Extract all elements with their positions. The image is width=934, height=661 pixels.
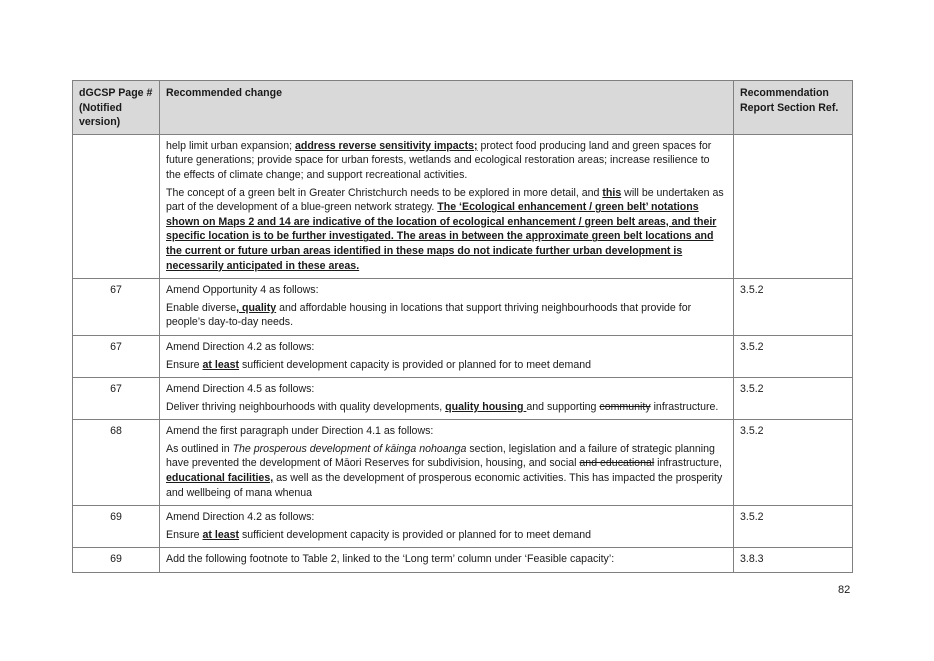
ref-cell: 3.5.2 (734, 506, 853, 548)
inserted-text: The ‘Ecological enhancement / green belt’ notations shown on Maps 2 and 14 are indicative of the location of ecological enhancement / green belt areas, and their specific location is to be further investigated. The areas in between the approximate green belt locations and the current or future urban areas identified in these maps do not indicate further urban development is necessarily anticipated in these areas. (166, 201, 717, 272)
ref-cell: 3.8.3 (734, 548, 853, 573)
header-page-number: dGCSP Page # (Notified version) (73, 81, 160, 135)
change-intro: Amend the first paragraph under Direction 4.1 as follows: (166, 425, 434, 438)
page-cell (73, 134, 160, 278)
page-cell: 69 (73, 506, 160, 548)
change-cell (160, 335, 734, 377)
change-paragraph (166, 400, 727, 415)
page-number: 82 (838, 584, 851, 596)
text: sufficient development capacity is provided or planned for to meet demand (239, 528, 591, 541)
ref-cell: 3.5.2 (734, 335, 853, 377)
text: sufficient development capacity is provided or planned for to meet demand (239, 358, 591, 371)
text: Deliver thriving neighbourhoods with quality developments, (166, 400, 446, 413)
table-header-row (73, 81, 853, 135)
deleted-text: community (599, 400, 651, 413)
text: Ensure (166, 528, 203, 541)
change-cell (160, 548, 734, 573)
table-row (73, 506, 853, 548)
change-cell (160, 420, 734, 506)
text: infrastructure, (654, 457, 722, 470)
ref-cell (734, 134, 853, 278)
text: infrastructure. (650, 400, 719, 413)
change-paragraph (166, 301, 727, 330)
table-row (73, 548, 853, 573)
section-title: The prosperous development of kāinga nohoanga (232, 442, 467, 455)
change-paragraph (166, 528, 727, 543)
change-paragraph (166, 186, 727, 274)
change-paragraph (166, 358, 727, 373)
header-recommended-change: Recommended change (160, 81, 734, 135)
page-cell: 67 (73, 335, 160, 377)
change-intro: Amend Opportunity 4 as follows: (166, 284, 319, 297)
inserted-text: quality housing (445, 400, 527, 413)
page-cell: 68 (73, 420, 160, 506)
ref-cell: 3.5.2 (734, 279, 853, 336)
inserted-text: this (602, 186, 622, 199)
inserted-text: address reverse sensitivity impacts; (294, 139, 478, 152)
change-cell (160, 134, 734, 278)
change-paragraph: Add the following footnote to Table 2, linked to the ‘Long term’ column under ‘Feasible capacity’: (166, 553, 615, 566)
deleted-text: and educational (579, 457, 655, 470)
text: help limit urban expansion; (166, 139, 295, 152)
ref-cell: 3.5.2 (734, 378, 853, 420)
text: will be undertaken as part of the development of a blue-green network strategy. (166, 186, 724, 214)
ref-cell: 3.5.2 (734, 420, 853, 506)
header-report-section-ref: Recommendation Report Section Ref. (734, 81, 853, 135)
text: as well as the development of prosperous economic activities. This has impacted the prosperity and wellbeing of mana whenua (166, 472, 723, 499)
text: protect food producing land and green spaces for future generations; provide space for urban forests, wetlands and ecological restoration areas; increase resilience to the effects of climate change; and support recreational activities. (166, 139, 712, 181)
change-paragraph (166, 139, 727, 183)
text: Ensure (166, 358, 203, 371)
inserted-text: , quality (236, 301, 277, 314)
inserted-text: educational facilities, (166, 472, 274, 485)
table-row (73, 134, 853, 278)
table-row (73, 378, 853, 420)
table-row (73, 420, 853, 506)
table-row (73, 279, 853, 336)
text: As outlined in (166, 442, 233, 455)
text: The concept of a green belt in Greater Christchurch needs to be explored in more detail, and (166, 186, 603, 199)
change-cell (160, 279, 734, 336)
table-row (73, 335, 853, 377)
change-intro: Amend Direction 4.2 as follows: (166, 340, 315, 353)
page-cell: 67 (73, 378, 160, 420)
inserted-text: at least (202, 528, 240, 541)
inserted-text: at least (202, 358, 240, 371)
change-cell (160, 378, 734, 420)
text: and affordable housing in locations that support thriving neighbourhoods that provide for people’s day-to-day needs. (166, 301, 692, 329)
text: Enable diverse (166, 301, 237, 314)
change-paragraph (166, 442, 727, 500)
recommendations-table (72, 80, 853, 573)
change-intro: Amend Direction 4.5 as follows: (166, 383, 315, 396)
change-cell (160, 506, 734, 548)
page-cell: 67 (73, 279, 160, 336)
text: section, legislation and a failure of strategic planning have prevented the development of Māori Reserves for subdivision, housing, and social (166, 442, 715, 470)
page-cell: 69 (73, 548, 160, 573)
text: and supporting (526, 400, 600, 413)
change-intro: Amend Direction 4.2 as follows: (166, 511, 315, 524)
